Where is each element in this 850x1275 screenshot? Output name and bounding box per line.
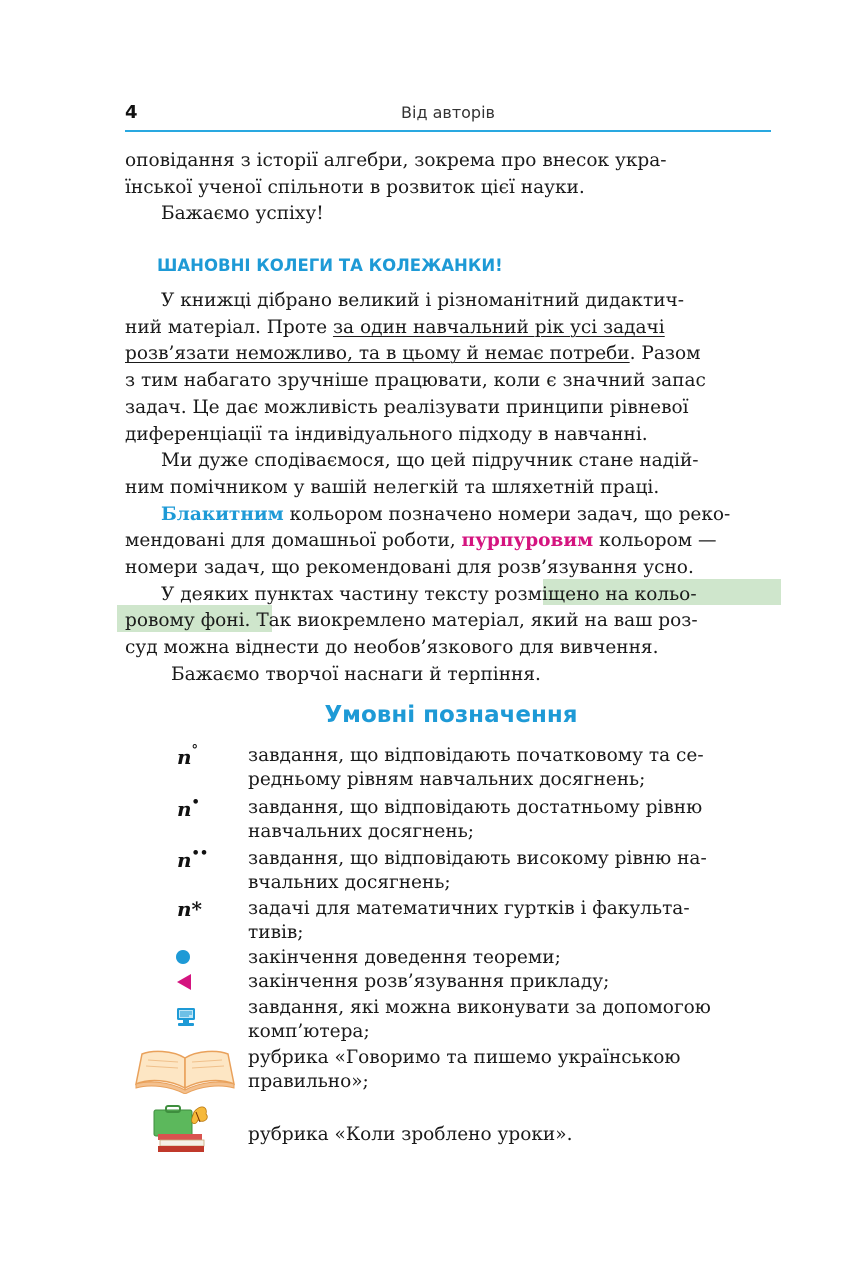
para1-line-2	[125, 315, 777, 342]
legend-desc: закінчення доведення теореми;	[248, 947, 561, 968]
para5: Бажаємо творчої наснаги й терпіння.	[171, 663, 541, 685]
highlighted-text-1: розміщено на кольо-	[494, 583, 697, 605]
symbol-letter: n	[177, 848, 192, 872]
legend-desc: закінчення розв’язування прикладу;	[248, 971, 610, 992]
legend-desc	[248, 1046, 770, 1094]
para3-line-3: номери задач, що рекомендовані для розв’язування усно.	[125, 557, 694, 579]
para4-line-3: суд можна віднести до необов’язкового для вивчення.	[125, 637, 659, 659]
colleagues-text	[125, 288, 777, 689]
para3-line-1	[125, 502, 777, 529]
symbol-n-star: n*	[177, 897, 202, 921]
dot-mark: •	[191, 795, 200, 811]
para3-line-2	[125, 528, 777, 555]
legend-title: Умовні позначення	[324, 702, 578, 728]
para4-line-1	[125, 582, 777, 609]
page-header	[125, 100, 771, 132]
legend-desc-line-2: тивів;	[248, 922, 304, 943]
para4-line-2	[125, 608, 777, 635]
para1-line-5: задач. Це дає можливість реалізувати принципи рівневої	[125, 396, 689, 418]
legend-desc-line-2: вчальних досягнень;	[248, 872, 451, 893]
para4-line-1-start: У деяких пунктах частину тексту	[161, 583, 495, 605]
open-book-icon	[132, 1048, 238, 1094]
legend-desc	[248, 996, 770, 1044]
highlighted-text-2: ровому фоні.	[125, 610, 251, 632]
symbol-letter: n	[177, 797, 192, 821]
legend-desc	[248, 897, 770, 945]
para1-line-1: У книжці дібрано великий і різноманітний дидактич-	[161, 290, 685, 311]
colleagues-heading: ШАНОВНІ КОЛЕГИ ТА КОЛЕЖАНКИ!	[157, 256, 503, 275]
para1-line-3-end: . Разом	[629, 343, 701, 365]
para2-line-2: ним помічником у вашій нелегкій та шляхетній праці.	[125, 476, 660, 498]
para1-line-4: з тим набагато зручніше працювати, коли є значний запас	[125, 370, 706, 392]
para4-line-2-end: Так виокремлено матеріал, який на ваш роз-	[250, 610, 698, 632]
symbol-letter: n	[177, 745, 192, 769]
underlined-text-1: за один навчальний рік усі задачі	[332, 316, 665, 338]
para3-line-1-rest: кольором позначено номери задач, що реко-	[283, 503, 731, 525]
circle-mark: °	[191, 743, 199, 759]
legend-desc-line-2: редньому рівням навчальних досягнень;	[248, 769, 646, 790]
legend-desc-line-1: завдання, що відповідають початковому та се-	[248, 745, 704, 766]
symbol-n-double-dot	[177, 848, 208, 872]
books-butterfly-icon	[150, 1104, 212, 1156]
legend-desc-line-1: завдання, що відповідають високому рівню на-	[248, 848, 707, 869]
legend-desc	[248, 847, 770, 895]
legend-desc: рубрика «Коли зроблено уроки».	[248, 1124, 573, 1145]
magenta-triangle-icon	[177, 974, 191, 990]
legend-desc-line-1: завдання, які можна виконувати за допомогою	[248, 997, 711, 1018]
para1-line-3	[125, 341, 777, 368]
underlined-text-2: розв’язати неможливо, та в цьому й немає потреби	[125, 343, 630, 365]
legend-desc-line-2: навчальних досягнень;	[248, 821, 475, 842]
intro-line-1: оповідання з історії алгебри, зокрема про внесок укра-	[125, 150, 667, 171]
para1-line-6: диференціації та індивідуального підходу в навчанні.	[125, 423, 648, 445]
blue-color-word: Блакитним	[161, 503, 284, 525]
para3-line-2-start: мендовані для домашньої роботи,	[125, 530, 462, 552]
blue-dot-icon	[176, 950, 190, 964]
intro-text	[125, 148, 777, 228]
symbol-n-dot	[177, 797, 200, 821]
magenta-color-word: пурпуровим	[461, 530, 594, 552]
symbol-n-circle	[177, 745, 198, 769]
legend-desc	[248, 796, 770, 844]
legend-desc-line-2: комп’ютера;	[248, 1021, 370, 1042]
legend-desc-line-2: правильно»;	[248, 1071, 369, 1092]
para3-line-2-end: кольором —	[593, 530, 717, 552]
legend-desc-line-1: задачі для математичних гуртків і факульта-	[248, 898, 690, 919]
intro-line-2: їнської ученої спільноти в розвиток цієї науки.	[125, 176, 585, 198]
legend-desc	[248, 744, 770, 792]
para2-line-1: Ми дуже сподіваємося, що цей підручник стане надій-	[161, 450, 699, 472]
wish-success: Бажаємо успіху!	[161, 203, 324, 225]
double-dot-mark: ••	[191, 846, 209, 862]
legend-desc-line-1: завдання, що відповідають достатньому рівню	[248, 797, 703, 818]
page-number: 4	[125, 102, 138, 123]
computer-icon	[175, 1006, 197, 1028]
legend-desc-line-1: рубрика «Говоримо та пишемо українською	[248, 1047, 681, 1068]
running-title: Від авторів	[401, 103, 495, 122]
para1-line-2-start: ний матеріал. Проте	[125, 316, 333, 338]
